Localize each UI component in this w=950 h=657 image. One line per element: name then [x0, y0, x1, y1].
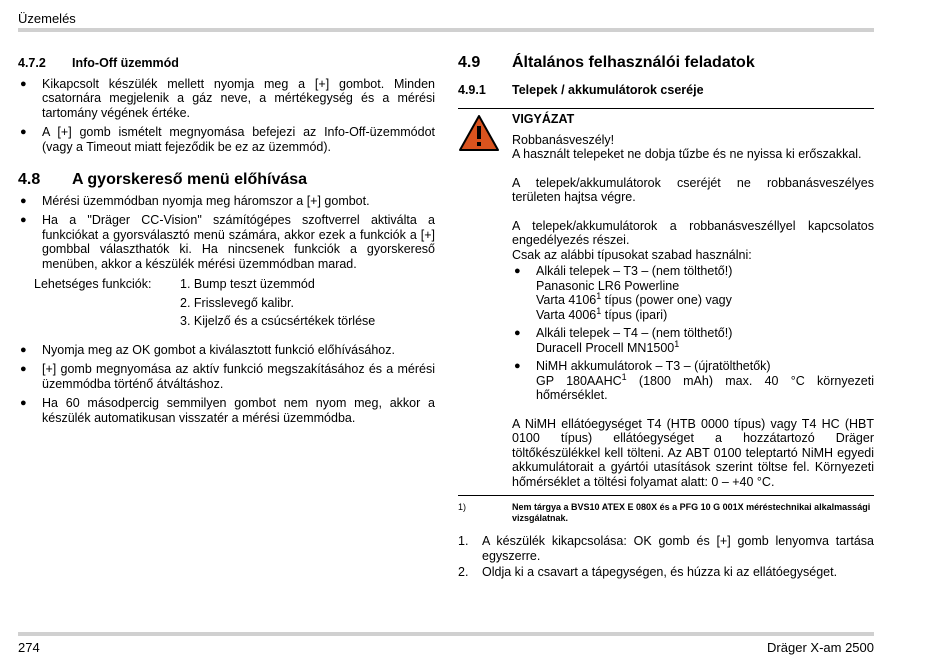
battery-model: GP 180AAHC — [536, 373, 622, 388]
heading-number: 4.8 — [18, 171, 41, 188]
list-item: ● A [+] gomb ismételt megnyomása befejezi az Info-Off-üzemmódot (vagy a Timeout miatt fejeződik be ez az üzemmód). — [18, 125, 435, 154]
battery-type-line — [536, 305, 874, 323]
header-divider — [18, 28, 874, 32]
battery-type-title: ● Alkáli telepek – T4 – (nem tölthető!) — [536, 326, 733, 340]
right-column — [458, 56, 874, 582]
battery-model: Varta 4006 — [536, 307, 597, 322]
warning-line: Robbanásveszély! — [512, 132, 615, 147]
battery-model-suffix: (1800 mAh) max. 40 °C környezeti hőmérséklet. — [536, 373, 874, 402]
warning-paragraph: A NiMH ellátóegységet T4 (HTB 0000 típus) vagy T4 HC (HBT 0100 típus) ellátóegységet a hozzátartozó Dräger töltőkészülékkel kell tölteni. Az ABT 0100 teleptartó NiMH egyedi akkumulátorait a gyártói utasítások szerint töltse fel. Környezeti hőmérséklet a töltési folyamat alatt: 0 – +40 °C. — [512, 416, 874, 489]
warning-text — [512, 112, 874, 489]
heading-title: Telepek / akkumulátorok cseréje — [512, 82, 704, 97]
battery-model: Duracell Procell MN1500 — [536, 340, 675, 355]
step-number: 2. — [458, 565, 469, 579]
heading-number: 4.9 — [458, 54, 481, 71]
heading-title: A gyorskereső menü előhívása — [72, 171, 308, 188]
bullet-list-quick-menu-2 — [18, 343, 435, 426]
footnote-divider — [458, 495, 874, 496]
heading-title: Info-Off üzemmód — [72, 56, 179, 70]
battery-type-line — [536, 338, 874, 356]
battery-type-title: ● NiMH akkumulátorok – T3 – (újratölthetők) — [536, 359, 771, 373]
battery-type-line — [536, 371, 874, 403]
warning-box — [458, 108, 874, 489]
list-item: ● [+] gomb megnyomása az aktív funkció megszakításához és a mérési üzemmódba történő átváltáshoz. — [18, 362, 435, 391]
functions-label: Lehetséges funkciók: — [34, 277, 152, 291]
warning-paragraph: Csak az alábbi típusokat szabad használni: — [512, 247, 752, 262]
function-item: 3. Kijelző és a csúcsértékek törlése — [180, 314, 376, 328]
footnote — [458, 502, 874, 524]
footnote-number: 1) — [458, 502, 467, 512]
list-item — [512, 264, 874, 322]
left-column — [18, 56, 435, 430]
heading-4-9-1 — [458, 83, 874, 98]
functions-list — [34, 277, 435, 333]
list-item: ● Ha a "Dräger CC-Vision" számítógépes szoftverrel aktiválta a funkciókat a gyorsválasztó menü számára, akkor ezek a funkciók a [+] gombbal választhatók ki. Ha nincsenek funkciók a gyorskereső menüben, akkor a készülék mérési üzemmódban marad. — [18, 213, 435, 271]
footnote-ref: 1 — [596, 305, 602, 316]
step-text: A készülék kikapcsolása: OK gomb és [+] gomb lenyomva tartása egyszerre. — [482, 534, 874, 563]
battery-model-suffix: típus (power one) vagy — [601, 293, 732, 307]
heading-title: Általános felhasználói feladatok — [512, 54, 755, 71]
battery-type-title: ● Alkáli telepek – T3 – (nem tölthető!) — [536, 264, 733, 278]
battery-type-list — [512, 264, 874, 403]
footer-product: Dräger X-am 2500 — [767, 640, 874, 655]
step-item — [458, 534, 874, 563]
heading-4-8 — [18, 173, 435, 188]
function-item: 1. Bump teszt üzemmód — [180, 277, 315, 291]
bullet-list-quick-menu — [18, 194, 435, 272]
heading-4-9 — [458, 56, 874, 71]
list-item — [512, 359, 874, 403]
warning-triangle-icon — [458, 114, 500, 152]
warning-line: A használt telepeket ne dobja tűzbe és ne nyissa ki erőszakkal. — [512, 147, 862, 161]
warning-title: VIGYÁZAT — [512, 112, 575, 126]
step-item — [458, 565, 874, 580]
step-number: 1. — [458, 534, 469, 548]
battery-model: Varta 4106 — [536, 293, 597, 307]
bullet-list-info-off — [18, 77, 435, 155]
warning-paragraph: A telepek/akkumulátorok cseréjét ne robbanásveszélyes területen hajtsa végre. — [512, 175, 874, 204]
step-text: Oldja ki a csavart a tápegységen, és húzza ki az ellátóegységet. — [482, 565, 838, 579]
footnote-ref: 1 — [674, 338, 680, 349]
steps-list — [458, 534, 874, 580]
list-item — [512, 326, 874, 355]
heading-number: 4.9.1 — [458, 82, 486, 97]
function-item: 2. Frisslevegő kalibr. — [180, 295, 294, 310]
heading-4-7-2 — [18, 56, 435, 71]
footer-divider — [18, 632, 874, 636]
footnote-ref: 1 — [596, 290, 602, 301]
battery-model-suffix: típus (ipari) — [601, 307, 668, 322]
list-item: ● Mérési üzemmódban nyomja meg háromszor a [+] gombot. — [18, 194, 435, 209]
heading-number: 4.7.2 — [18, 56, 46, 70]
footnote-text: Nem tárgya a BVS10 ATEX E 080X és a PFG 10 G 001X méréstechnikai alkalmassági vizsgálatnak. — [512, 502, 871, 523]
battery-type-line — [536, 290, 874, 308]
warning-paragraph: A telepek/akkumulátorok a robbanásveszéllyel kapcsolatos engedélyezés részei. — [512, 218, 874, 247]
list-item: ● Ha 60 másodpercig semmilyen gombot nem nyom meg, akkor a készülék automatikusan visszatér a mérési üzemmódba. — [18, 396, 435, 425]
battery-type-line: Panasonic LR6 Powerline — [536, 278, 680, 293]
page-number: 274 — [18, 640, 40, 655]
list-item: ● Kikapcsolt készülék mellett nyomja meg a [+] gombot. Minden csatornára megjelenik a gáz neve, a mértékegység és a mérési tartomány végének értéke. — [18, 77, 435, 121]
footnote-ref: 1 — [621, 371, 627, 382]
page-header-section: Üzemelés — [18, 11, 76, 26]
list-item: ● Nyomja meg az OK gombot a kiválasztott funkció előhívásához. — [18, 343, 435, 358]
